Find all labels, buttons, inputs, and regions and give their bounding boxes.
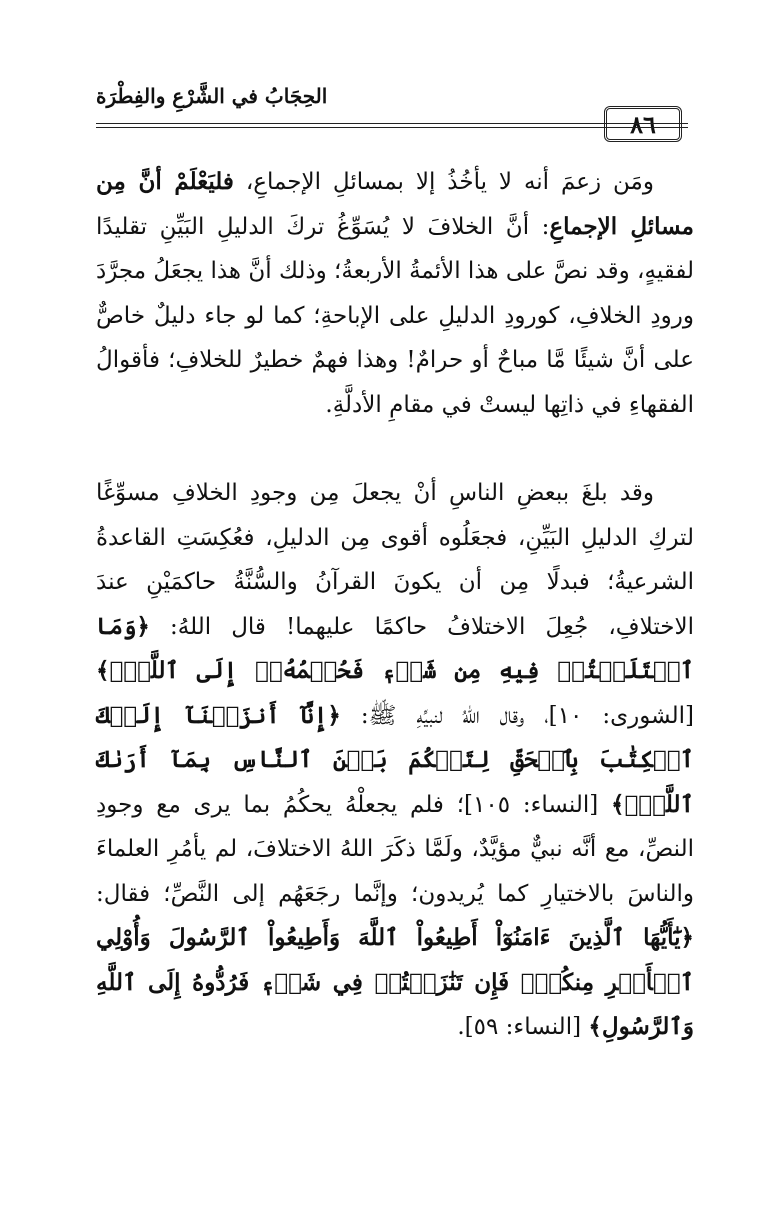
header-rule-double bbox=[96, 127, 688, 128]
running-title: الحِجَابُ في الشَّرْعِ والفِطْرَة bbox=[96, 84, 328, 108]
p1-bold-phrase: فليَعْلَمْ أنَّ مِن مسائلِ الإجماعِ bbox=[96, 168, 694, 240]
page-number: ٨٦ bbox=[604, 106, 682, 142]
paragraph-1 bbox=[96, 160, 694, 427]
p2-text-4: [النساء: ٥٩]. bbox=[457, 1014, 589, 1040]
p1-text-2: : أنَّ الخلافَ لا يُسَوِّغُ تركَ الدليلِ البَيِّنِ تقليدًا لفقيهٍ، وقد نصَّ على هذا الأئمةُ الأربعةُ؛ وذلك أنَّ هذا يجعَلُ مجرَّدَ ورودِ الخلافِ، كورودِ الدليلِ على الإباحةِ؛ كما لو جاء دليلٌ خاصٌّ على أنَّ شيئًا مَّا مباحٌ أو حرامٌ! وهذا فهمٌ خطيرٌ للخلافِ؛ فأقوالُ الفقهاءِ في ذاتِها ليستْ في مقامِ الأدلَّةِ. bbox=[95, 213, 694, 418]
quran-verse-3: ﴿يَٰٓأَيُّهَا ٱلَّذِينَ ءَامَنُوٓاْ أَطِيعُواْ ٱللَّهَ وَأَطِيعُواْ ٱلرَّسُولَ وَأُوْلِي ٱلۡأَمۡرِ مِنكُمۡۖ فَإِن تَنَٰزَعۡتُمۡ فِي شَيۡءٖ فَرُدُّوهُ إِلَى ٱللَّهِ وَٱلرَّسُولِ﴾ bbox=[96, 924, 694, 1040]
p1-text-1: ومَن زعمَ أنه لا يأخُذُ إلا بمسائلِ الإجماعِ، bbox=[233, 169, 654, 195]
header-rule bbox=[96, 123, 688, 124]
page-header bbox=[96, 82, 682, 139]
paragraph-2 bbox=[96, 471, 694, 1050]
p2-text-1: وقد بلغَ ببعضِ الناسِ أنْ يجعلَ مِن وجودِ الخلافِ مسوِّغًا لتركِ الدليلِ البَيِّنِ، فجعَلُوه أقوى مِن الدليلِ، فعُكِسَتِ القاعدةُ الشرعيةُ؛ فبدلًا مِن أن يكونَ القرآنُ والسُّنَّةُ حاكمَيْنِ عندَ الاختلافِ، جُعِلَ الاختلافُ حاكمًا عليهما! قال اللهُ: bbox=[96, 480, 694, 640]
quran-verse-1: ﴿وَمَا ٱخۡتَلَفۡتُمۡ فِيهِ مِن شَيۡءٖ فَحُكۡمُهُۥٓ إِلَى ٱللَّهِۚ﴾ bbox=[96, 612, 694, 684]
p2-text-2: [الشورى: ١٠]، وقال اللهُ لنبيِّهِ ﷺ: bbox=[340, 702, 694, 729]
quran-verse-2: ﴿إِنَّآ أَنزَلۡنَآ إِلَيۡكَ ٱلۡكِتَٰبَ بِٱلۡحَقِّ لِتَحۡكُمَ بَيۡنَ ٱلنَّاسِ بِمَآ أَرَىٰكَ ٱللَّهُۚ﴾ bbox=[96, 701, 695, 818]
body-text bbox=[96, 160, 694, 1050]
p2-text-3: [النساء: ١٠٥]؛ فلم يجعلْهُ يحكُمُ بما يرى مع وجودِ النصِّ، مع أنَّه نبيٌّ مؤيَّدٌ، ولَمَّا ذكَرَ اللهُ الاختلافَ، لم يأمُرِ العلماءَ والناسَ بالاختيارِ كما يُريدون؛ وإنَّما رجَعَهُم إلى النَّصِّ؛ فقال: bbox=[96, 791, 694, 907]
